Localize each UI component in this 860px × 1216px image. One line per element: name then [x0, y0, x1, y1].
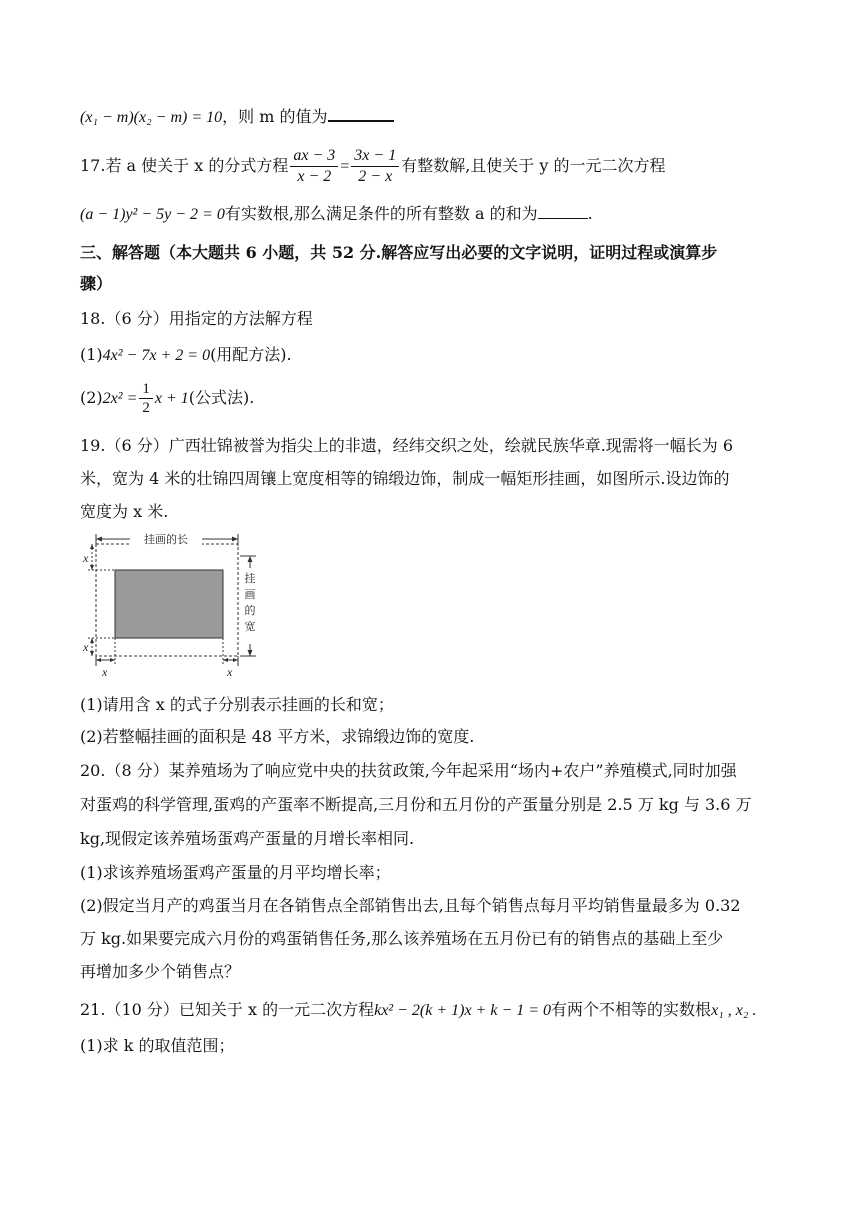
x-label-bottom-left: x: [83, 640, 89, 654]
side-char-2: 画: [244, 588, 256, 601]
q17-quadratic: (a − 1)y² − 5y − 2 = 0: [80, 206, 225, 223]
q17-answer-blank: [538, 202, 588, 219]
q17-condition: 有实数根,那么满足条件的所有整数 a 的和为: [224, 204, 538, 223]
q19-part2: (2)若整幅挂画的面积是 48 平方米，求锦缎边饰的宽度.: [80, 727, 475, 746]
q21-equation: kx² − 2(k + 1)x + k − 1 = 0: [374, 1002, 552, 1019]
q17-intro-rest: 有整数解,且使关于 y 的一元二次方程: [401, 156, 666, 175]
brocade-rectangle: [115, 570, 223, 638]
q17-fraction-left: $\frac{ax - 3}{x - 2}$: [290, 146, 338, 187]
q21-part1: (1)求 k 的取值范围；: [80, 1036, 235, 1055]
q20-line2: 对蛋鸡的科学管理,蛋鸡的产蛋率不断提高,三月份和五月份的产蛋量分别是 2.5 万 kg 与 3.6 万: [80, 795, 752, 814]
q20-part2-line1: (2)假定当月产的鸡蛋当月在各销售点全部销售出去,且每个销售点每月平均销售量最多为 0.32: [80, 896, 741, 915]
side-char-3: 的: [244, 604, 256, 617]
q17-intro: 17.若 a 使关于 x 的分式方程: [80, 156, 289, 175]
q19-line3: 宽度为 x 米.: [80, 502, 169, 521]
q16-tail-line: [80, 104, 790, 131]
q18-part2: (2)2x² = $\frac{1}{2}$ x + 1(公式法).: [80, 381, 255, 416]
q16-text: ，则 m 的值为: [222, 107, 328, 126]
q19-line1: 19.（6 分）广西壮锦被誉为指尖上的非遗，经纬交织之处，绘就民族华章.现需将一幅长为 6: [80, 436, 734, 455]
x-label-bottom-a: x: [102, 665, 108, 679]
hanging-painting-diagram: [78, 532, 268, 682]
q17-fraction-right: $\frac{3x - 1}{2 - x}$: [351, 146, 399, 187]
q21-condition: 有两个不相等的实数根: [551, 1000, 712, 1019]
q21-intro: 21.（10 分）已知关于 x 的一元二次方程: [80, 1000, 375, 1019]
x-label-top-left: x: [83, 551, 89, 565]
side-char-1: 挂: [244, 572, 256, 585]
section-3-heading-cont: 骤）: [80, 274, 113, 293]
q20-part2-line2: 万 kg.如果要完成六月份的鸡蛋销售任务,那么该养殖场在五月份已有的销售点的基础上至少: [80, 929, 724, 948]
q16-answer-blank: [328, 104, 394, 122]
q21-roots: x₁ , x₂ .: [711, 1002, 757, 1019]
top-length-label: 挂画的长: [144, 533, 188, 546]
side-char-4: 宽: [244, 620, 256, 633]
q20-part1: (1)求该养殖场蛋鸡产蛋量的月平均增长率；: [80, 863, 391, 882]
q18-part1-equation: 4x² − 7x + 2 = 0: [102, 347, 211, 364]
q19-figure: [78, 532, 268, 682]
section-3-heading: 三、解答题（本大题共 6 小题，共 52 分.解答应写出必要的文字说明，证明过程或演算步: [80, 243, 718, 262]
q20-line1: 20.（8 分）某养殖场为了响应党中央的扶贫政策,今年起采用“场内+农户”养殖模式,同时加强: [80, 761, 737, 780]
q19-part1: (1)请用含 x 的式子分别表示挂画的长和宽；: [80, 695, 394, 714]
q20-line3: kg,现假定该养殖场蛋鸡产蛋量的月增长率相同.: [80, 829, 415, 848]
q18-title: 18.（6 分）用指定的方法解方程: [80, 309, 313, 328]
x-label-bottom-b: x: [227, 665, 233, 679]
q18-part2-fraction: $\frac{1}{2}$: [139, 380, 153, 417]
q20-part2-line3: 再增加多少个销售点？: [80, 962, 241, 981]
q21-line1: [80, 997, 790, 1024]
q17-equals: =: [340, 158, 350, 175]
q19-line2: 米，宽为 4 米的壮锦四周镶上宽度相等的锦缎边饰，制成一幅矩形挂画，如图所示.设边饰的: [80, 469, 730, 488]
q18-part1: (1)4x² − 7x + 2 = 0(用配方法).: [80, 345, 292, 364]
q16-expression: (x₁ − m)(x₂ − m) = 10: [80, 109, 223, 126]
q17-line2: (a − 1)y² − 5y − 2 = 0有实数根,那么满足条件的所有整数 a 的和为 .: [80, 204, 593, 223]
q17-line1: [80, 144, 790, 189]
